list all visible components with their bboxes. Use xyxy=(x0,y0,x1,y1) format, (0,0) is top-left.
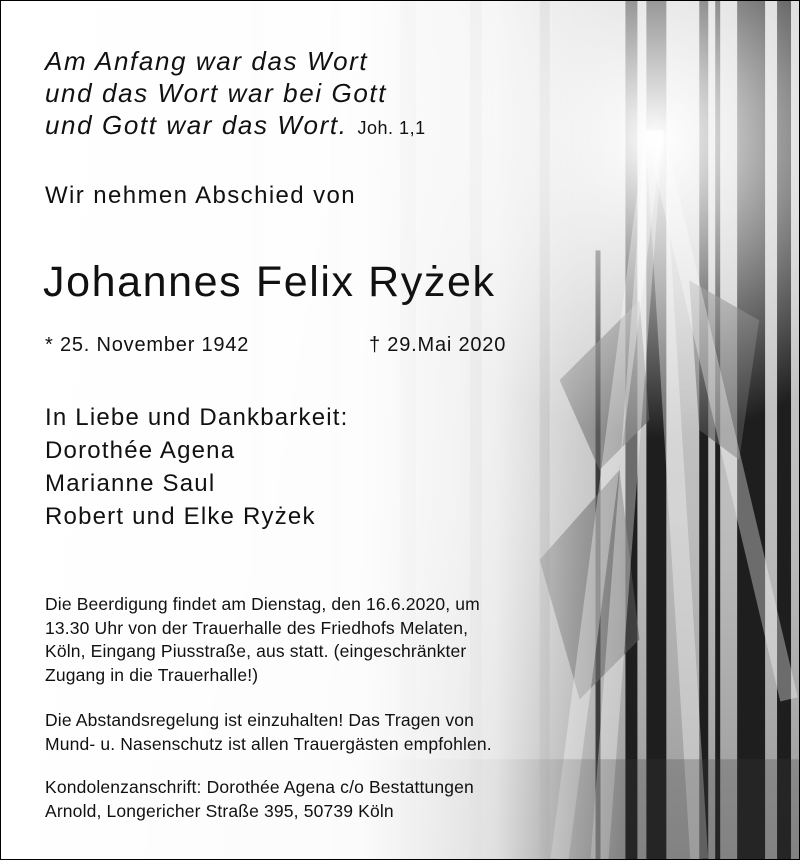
distancing-info xyxy=(45,709,492,756)
condolence-address xyxy=(45,776,474,823)
mourners-heading: In Liebe und Dankbarkeit: xyxy=(45,404,349,431)
mourner-name: Dorothée Agena xyxy=(45,437,236,464)
verse-line-1: Am Anfang war das Wort xyxy=(45,46,369,76)
distancing-info-line: Mund- u. Nasenschutz ist allen Trauergästen empfohlen. xyxy=(45,733,492,754)
distancing-info-line: Die Abstandsregelung ist einzuhalten! Das Tragen von xyxy=(45,710,475,730)
funeral-info xyxy=(45,593,480,687)
bible-reference: Joh. 1,1 xyxy=(357,118,426,138)
mourner-name: Marianne Saul xyxy=(45,470,216,497)
condolence-address-line: Arnold, Longericher Straße 395, 50739 Köln xyxy=(45,800,394,821)
verse-line-2: und das Wort war bei Gott xyxy=(45,78,388,108)
death-date: † 29.Mai 2020 xyxy=(369,334,507,356)
condolence-address-line: Kondolenzanschrift: Dorothée Agena c/o Bestattungen xyxy=(45,777,474,797)
deceased-name: Johannes Felix Ryżek xyxy=(43,258,496,306)
funeral-info-line: Die Beerdigung findet am Dienstag, den 16.6.2020, um xyxy=(45,594,480,614)
funeral-info-line: Zugang in die Trauerhalle!) xyxy=(45,664,259,685)
funeral-info-line: 13.30 Uhr von der Trauerhalle des Friedhofs Melaten, xyxy=(45,617,469,638)
farewell-intro: Wir nehmen Abschied von xyxy=(45,182,357,209)
funeral-info-line: Köln, Eingang Piusstraße, aus statt. (eingeschränkter xyxy=(45,641,467,661)
verse-line-3-text: und Gott war das Wort. xyxy=(45,110,348,140)
mourner-name: Robert und Elke Ryżek xyxy=(45,503,316,530)
birth-date: * 25. November 1942 xyxy=(45,334,250,356)
verse-line-3 xyxy=(45,109,426,144)
